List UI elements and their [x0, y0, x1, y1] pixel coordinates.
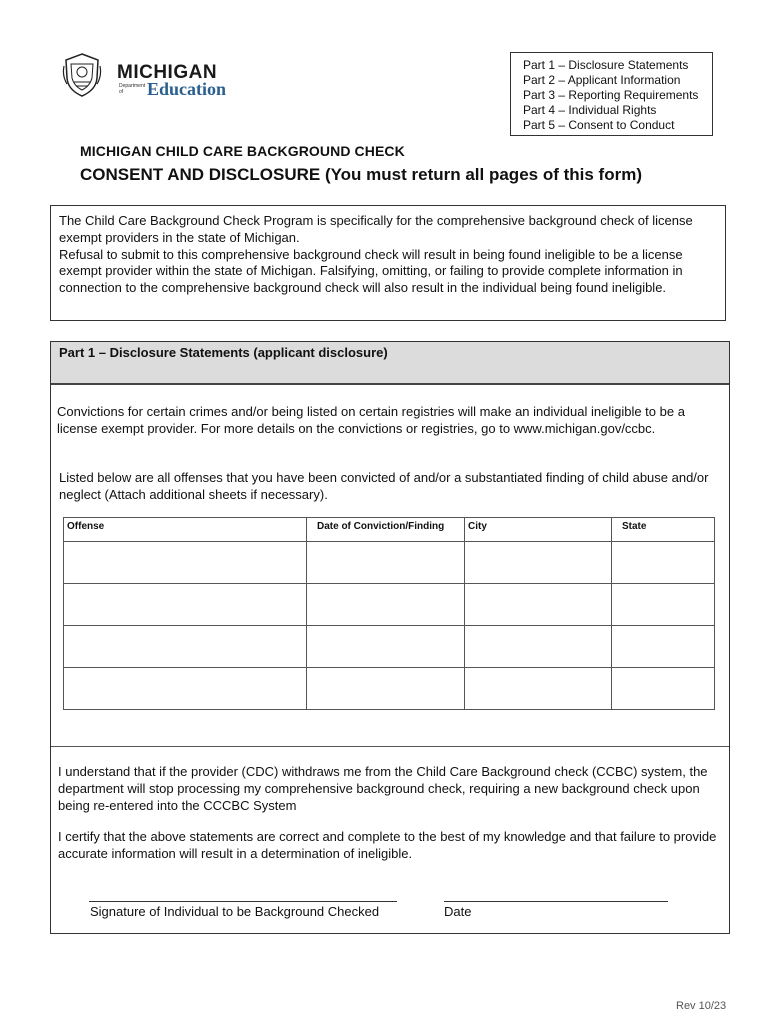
- intro-box: [50, 205, 726, 321]
- signature-line[interactable]: [89, 901, 397, 902]
- parts-index-box: [510, 52, 713, 136]
- form-subtitle: CONSENT AND DISCLOSURE (You must return all pages of this form): [80, 165, 642, 184]
- column-header-offense: Offense: [64, 518, 307, 542]
- table-row: [64, 584, 715, 626]
- convictions-paragraph: Convictions for certain crimes and/or being listed on certain registries will make an individual ineligible to be a license exempt provider. For more details on the convictions or registries, go to www.michigan.gov/ccbc.: [57, 404, 685, 436]
- city-cell[interactable]: [465, 668, 612, 710]
- offense-cell[interactable]: [64, 668, 307, 710]
- state-cell[interactable]: [612, 584, 715, 626]
- signature-label: Signature of Individual to be Background Checked: [90, 904, 380, 919]
- offense-table: [63, 517, 715, 710]
- section-divider: [51, 746, 729, 747]
- logo-michigan-text: MICHIGAN: [117, 62, 218, 83]
- michigan-education-logo: [117, 60, 232, 102]
- certify-paragraph: I certify that the above statements are correct and complete to the best of my knowledge and that failure to provide accurate information will result in a determination of ineligible.: [58, 829, 717, 861]
- revision-label: Rev 10/23: [676, 1000, 727, 1012]
- city-cell[interactable]: [465, 542, 612, 584]
- column-header-city: City: [465, 518, 612, 542]
- date-cell[interactable]: [307, 668, 465, 710]
- offense-table-header-row: [64, 518, 715, 542]
- parts-item: Part 1 – Disclosure Statements: [523, 58, 689, 72]
- listed-offenses-paragraph: Listed below are all offenses that you have been convicted of and/or a substantiated finding of child abuse and/or neglect (Attach additional sheets if necessary).: [59, 470, 709, 502]
- state-seal-logo: [62, 52, 102, 98]
- state-cell[interactable]: [612, 542, 715, 584]
- understand-text: [58, 764, 726, 814]
- column-header-state: State: [612, 518, 715, 542]
- city-cell[interactable]: [465, 584, 612, 626]
- parts-item: Part 4 – Individual Rights: [523, 103, 657, 117]
- date-cell[interactable]: [307, 626, 465, 668]
- convictions-text: [57, 404, 725, 438]
- table-row: [64, 668, 715, 710]
- logo-education-text: Education: [147, 79, 227, 99]
- offense-cell[interactable]: [64, 542, 307, 584]
- parts-item: Part 5 – Consent to Conduct: [523, 118, 675, 132]
- column-header-date: Date of Conviction/Finding: [307, 518, 465, 542]
- offense-cell[interactable]: [64, 626, 307, 668]
- date-cell[interactable]: [307, 542, 465, 584]
- parts-item: Part 2 – Applicant Information: [523, 73, 681, 87]
- date-label: Date: [444, 904, 472, 919]
- offense-cell[interactable]: [64, 584, 307, 626]
- part1-section: [50, 341, 730, 934]
- intro-paragraph: Refusal to submit to this comprehensive background check will result in being found ineligible to be a license exempt provider within the state of Michigan. Falsifying, omitting, or failing to provide complete information in connection to the comprehensive background check will also result in the individual being found ineligible.: [59, 246, 683, 296]
- form-title: MICHIGAN CHILD CARE BACKGROUND CHECK: [80, 143, 405, 159]
- table-row: [64, 542, 715, 584]
- listed-offenses-text: [59, 470, 727, 504]
- state-cell[interactable]: [612, 668, 715, 710]
- logo-department-text: Department of: [119, 83, 146, 95]
- state-cell[interactable]: [612, 626, 715, 668]
- table-row: [64, 626, 715, 668]
- parts-item: Part 3 – Reporting Requirements: [523, 88, 699, 102]
- understand-paragraph: I understand that if the provider (CDC) withdraws me from the Child Care Background check (CCBC) system, the department will stop processing my comprehensive background check, requiring a new background check upon being re-entered into the CCCBC System: [58, 764, 708, 813]
- intro-paragraph: The Child Care Background Check Program is specifically for the comprehensive background check of license exempt providers in the state of Michigan.: [59, 213, 693, 245]
- certify-text: [58, 829, 726, 863]
- part1-heading: Part 1 – Disclosure Statements (applicant disclosure): [59, 345, 388, 360]
- part1-header: [51, 342, 729, 385]
- city-cell[interactable]: [465, 626, 612, 668]
- date-line[interactable]: [444, 901, 668, 902]
- date-cell[interactable]: [307, 584, 465, 626]
